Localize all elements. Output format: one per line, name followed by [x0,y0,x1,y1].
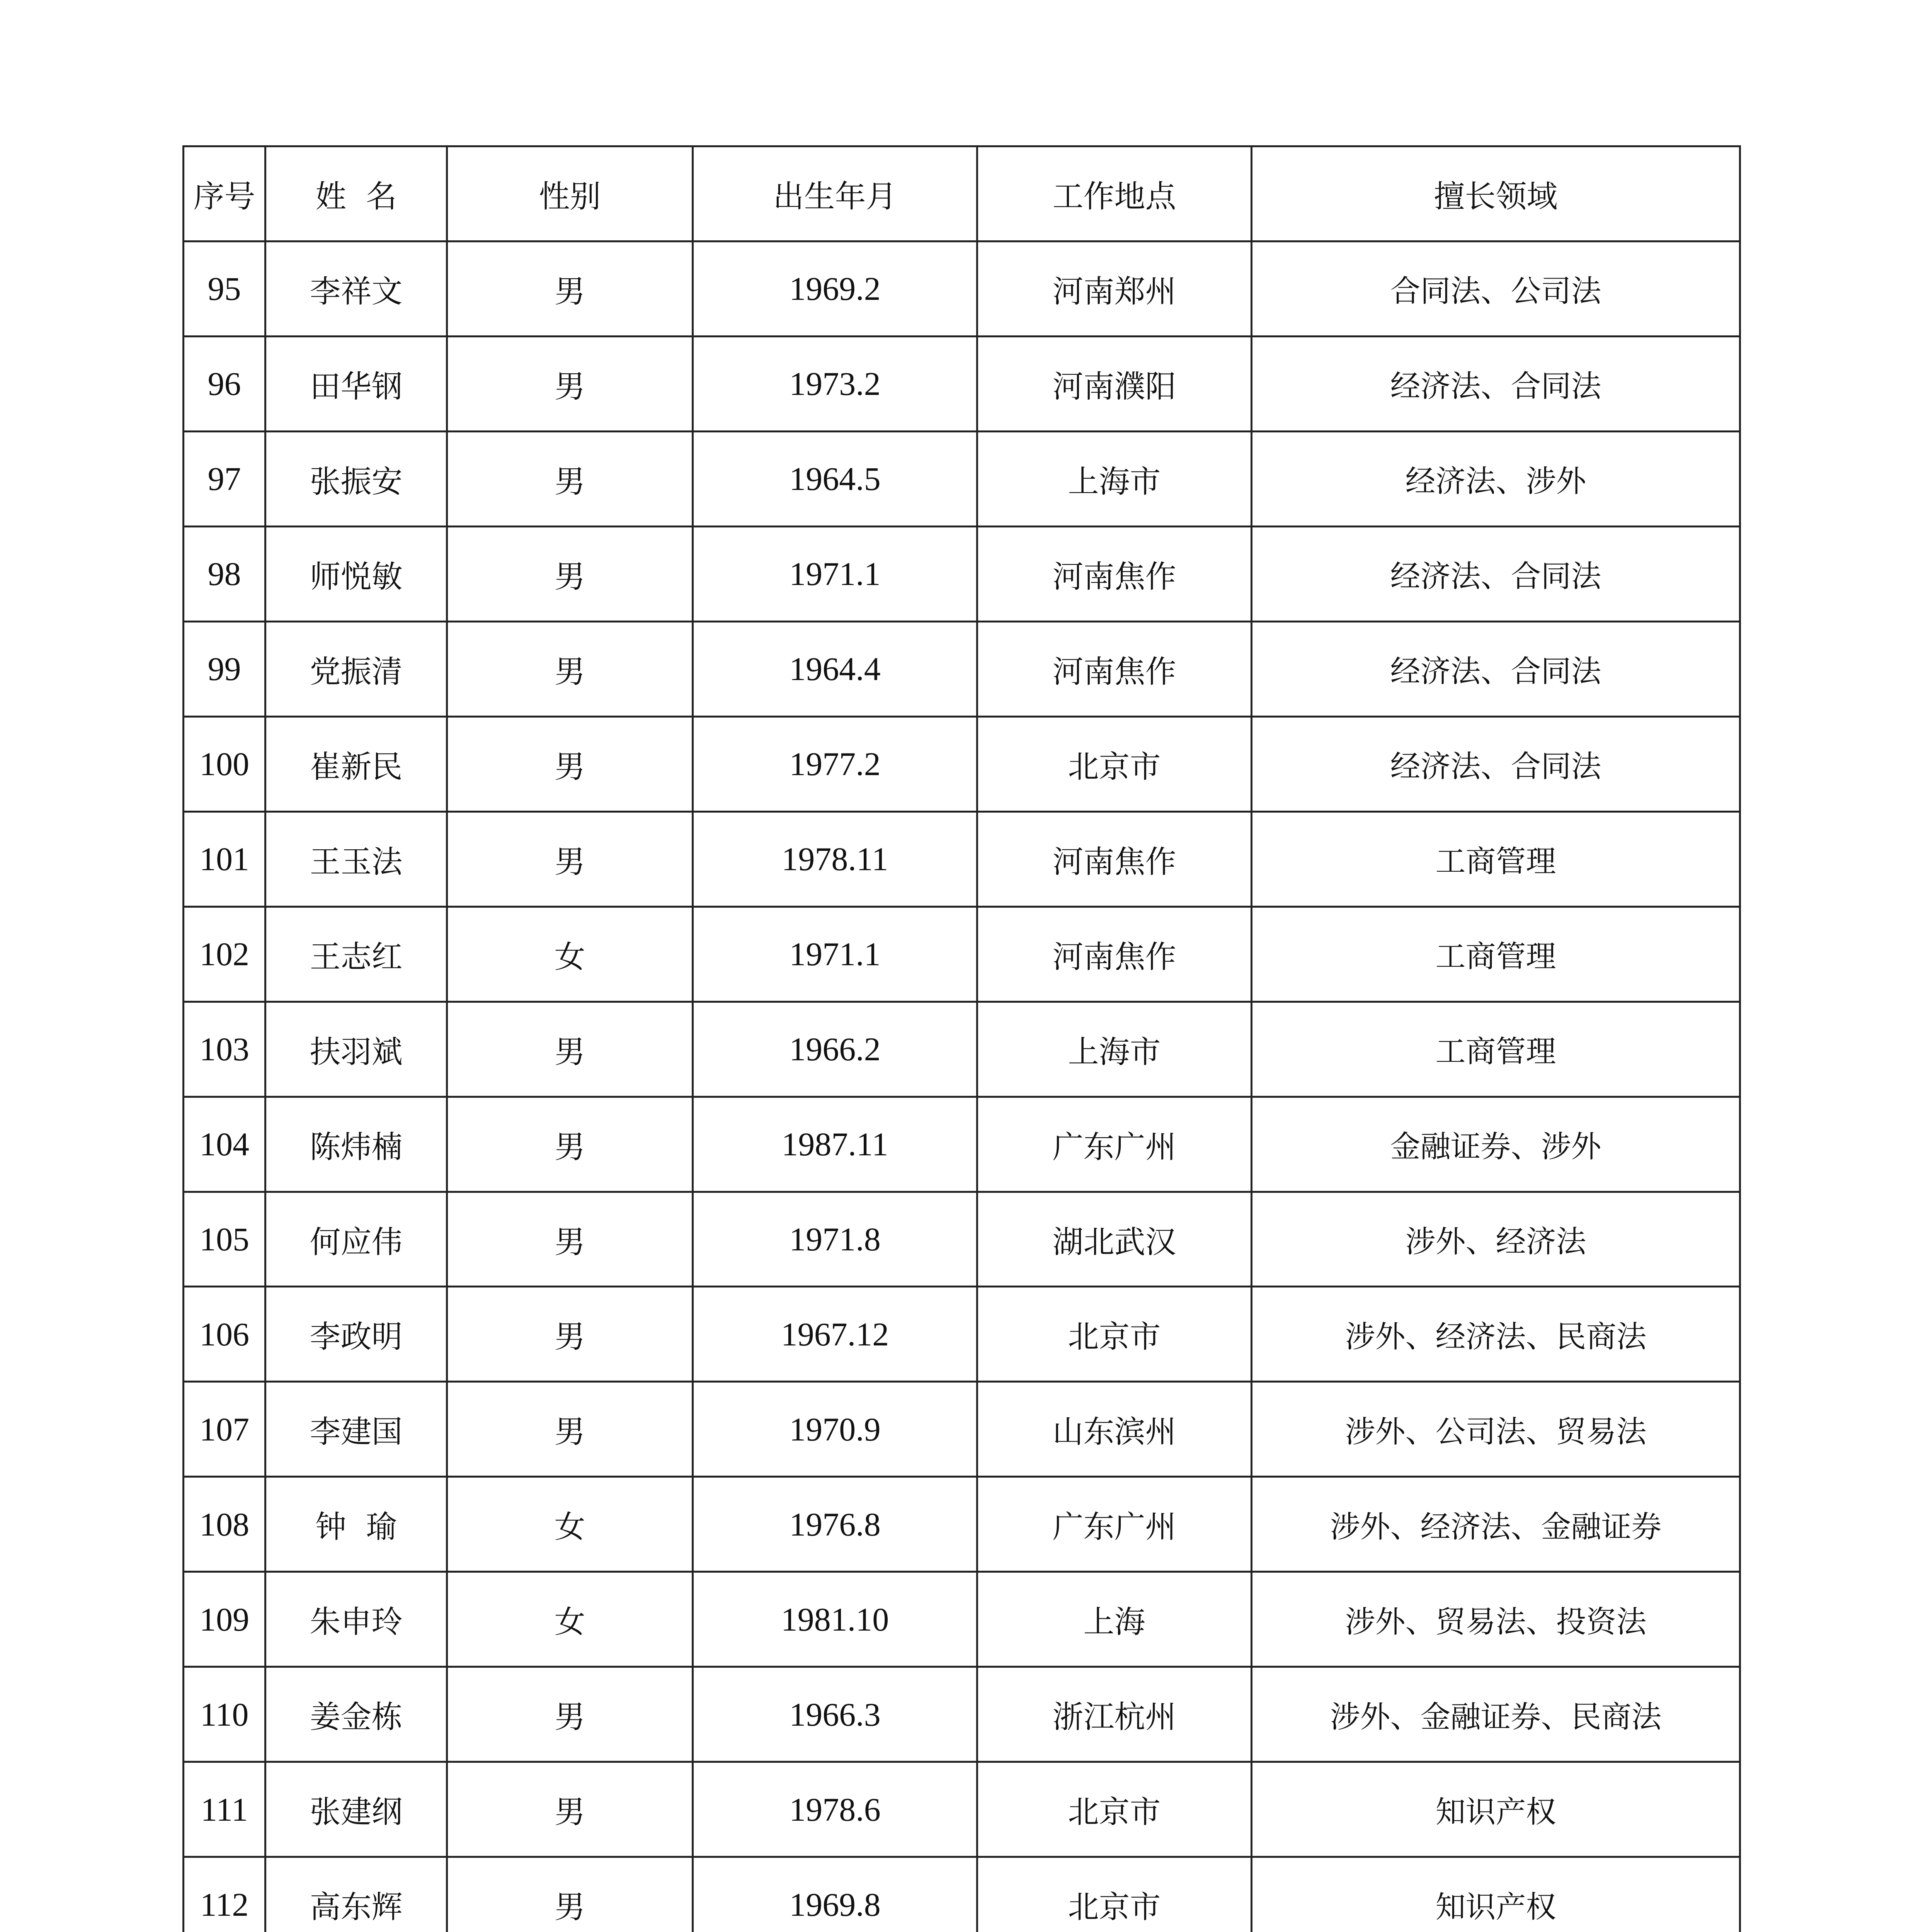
cell-name: 王玉法 [265,811,447,906]
cell-location: 上海市 [977,431,1252,526]
cell-name: 党振清 [265,621,447,716]
cell-name: 李祥文 [265,242,447,337]
cell-serial: 100 [184,716,265,811]
cell-gender: 男 [447,1667,693,1762]
cell-gender: 男 [447,1002,693,1097]
cell-serial: 102 [184,906,265,1002]
expert-table [182,145,1741,1932]
cell-name: 高东辉 [265,1857,447,1932]
cell-birth: 1981.10 [693,1572,977,1667]
cell-birth: 1978.6 [693,1762,977,1857]
cell-birth: 1970.9 [693,1382,977,1477]
cell-location: 河南焦作 [977,621,1252,716]
table-row [184,621,1740,716]
cell-expertise: 工商管理 [1252,906,1740,1002]
table-row [184,1002,1740,1097]
table-row [184,526,1740,621]
cell-name: 师悦敏 [265,526,447,621]
cell-serial: 107 [184,1382,265,1477]
cell-gender: 男 [447,716,693,811]
cell-location: 北京市 [977,1857,1252,1932]
cell-name: 姜金栋 [265,1667,447,1762]
cell-serial: 112 [184,1857,265,1932]
header-serial: 序号 [184,146,265,242]
cell-name: 扶羽斌 [265,1002,447,1097]
cell-serial: 98 [184,526,265,621]
header-gender: 性别 [447,146,693,242]
cell-name: 何应伟 [265,1192,447,1287]
cell-expertise: 涉外、经济法、金融证券 [1252,1477,1740,1572]
cell-expertise: 知识产权 [1252,1762,1740,1857]
cell-name: 王志红 [265,906,447,1002]
cell-name: 钟 瑜 [265,1477,447,1572]
cell-expertise: 工商管理 [1252,811,1740,906]
cell-gender: 男 [447,1857,693,1932]
cell-location: 上海市 [977,1002,1252,1097]
cell-serial: 96 [184,336,265,431]
cell-location: 河南濮阳 [977,336,1252,431]
cell-birth: 1978.11 [693,811,977,906]
cell-birth: 1973.2 [693,336,977,431]
cell-gender: 男 [447,431,693,526]
cell-location: 河南焦作 [977,811,1252,906]
cell-location: 河南郑州 [977,242,1252,337]
cell-birth: 1971.8 [693,1192,977,1287]
cell-gender: 男 [447,526,693,621]
cell-location: 山东滨州 [977,1382,1252,1477]
cell-birth: 1966.2 [693,1002,977,1097]
cell-name: 李建国 [265,1382,447,1477]
table-row [184,1667,1740,1762]
table-header-row [184,146,1740,242]
header-birth: 出生年月 [693,146,977,242]
cell-location: 浙江杭州 [977,1667,1252,1762]
table-body [184,242,1740,1932]
cell-expertise: 涉外、金融证券、民商法 [1252,1667,1740,1762]
cell-gender: 男 [447,1382,693,1477]
table-row [184,1477,1740,1572]
cell-name: 陈炜楠 [265,1097,447,1192]
table-row [184,1762,1740,1857]
header-name: 姓 名 [265,146,447,242]
cell-location: 广东广州 [977,1477,1252,1572]
cell-expertise: 涉外、公司法、贸易法 [1252,1382,1740,1477]
cell-name: 崔新民 [265,716,447,811]
cell-serial: 99 [184,621,265,716]
cell-serial: 103 [184,1002,265,1097]
cell-serial: 104 [184,1097,265,1192]
cell-gender: 男 [447,1287,693,1382]
cell-birth: 1966.3 [693,1667,977,1762]
cell-expertise: 经济法、合同法 [1252,526,1740,621]
cell-location: 北京市 [977,1287,1252,1382]
cell-gender: 男 [447,336,693,431]
cell-birth: 1971.1 [693,906,977,1002]
table-row [184,906,1740,1002]
cell-location: 河南焦作 [977,526,1252,621]
cell-serial: 110 [184,1667,265,1762]
cell-gender: 男 [447,1097,693,1192]
table-row [184,811,1740,906]
cell-location: 上海 [977,1572,1252,1667]
cell-serial: 109 [184,1572,265,1667]
cell-location: 北京市 [977,716,1252,811]
table-row [184,1192,1740,1287]
cell-expertise: 工商管理 [1252,1002,1740,1097]
cell-name: 张振安 [265,431,447,526]
cell-expertise: 金融证券、涉外 [1252,1097,1740,1192]
table-row [184,1097,1740,1192]
table-row [184,242,1740,337]
cell-serial: 106 [184,1287,265,1382]
cell-birth: 1964.4 [693,621,977,716]
cell-name: 张建纲 [265,1762,447,1857]
cell-serial: 111 [184,1762,265,1857]
cell-name: 李政明 [265,1287,447,1382]
cell-gender: 男 [447,811,693,906]
cell-gender: 男 [447,242,693,337]
cell-location: 河南焦作 [977,906,1252,1002]
cell-birth: 1977.2 [693,716,977,811]
cell-name: 田华钢 [265,336,447,431]
cell-location: 湖北武汉 [977,1192,1252,1287]
header-location: 工作地点 [977,146,1252,242]
header-expertise: 擅长领域 [1252,146,1740,242]
cell-gender: 女 [447,1477,693,1572]
cell-birth: 1969.2 [693,242,977,337]
table-row [184,716,1740,811]
table-row [184,431,1740,526]
cell-gender: 男 [447,1192,693,1287]
cell-gender: 男 [447,1762,693,1857]
cell-expertise: 经济法、合同法 [1252,621,1740,716]
cell-serial: 105 [184,1192,265,1287]
cell-expertise: 经济法、涉外 [1252,431,1740,526]
cell-serial: 97 [184,431,265,526]
cell-birth: 1969.8 [693,1857,977,1932]
cell-expertise: 涉外、经济法、民商法 [1252,1287,1740,1382]
table-row [184,1287,1740,1382]
cell-gender: 男 [447,621,693,716]
table-row [184,336,1740,431]
table-row [184,1382,1740,1477]
cell-name: 朱申玲 [265,1572,447,1667]
cell-expertise: 涉外、经济法 [1252,1192,1740,1287]
cell-expertise: 经济法、合同法 [1252,336,1740,431]
cell-location: 广东广州 [977,1097,1252,1192]
cell-birth: 1967.12 [693,1287,977,1382]
cell-serial: 95 [184,242,265,337]
cell-serial: 101 [184,811,265,906]
table-row [184,1857,1740,1932]
cell-birth: 1971.1 [693,526,977,621]
cell-birth: 1976.8 [693,1477,977,1572]
table-row [184,1572,1740,1667]
cell-serial: 108 [184,1477,265,1572]
cell-expertise: 经济法、合同法 [1252,716,1740,811]
cell-location: 北京市 [977,1762,1252,1857]
cell-expertise: 涉外、贸易法、投资法 [1252,1572,1740,1667]
cell-expertise: 合同法、公司法 [1252,242,1740,337]
cell-birth: 1964.5 [693,431,977,526]
cell-birth: 1987.11 [693,1097,977,1192]
cell-gender: 女 [447,1572,693,1667]
cell-gender: 女 [447,906,693,1002]
cell-expertise: 知识产权 [1252,1857,1740,1932]
